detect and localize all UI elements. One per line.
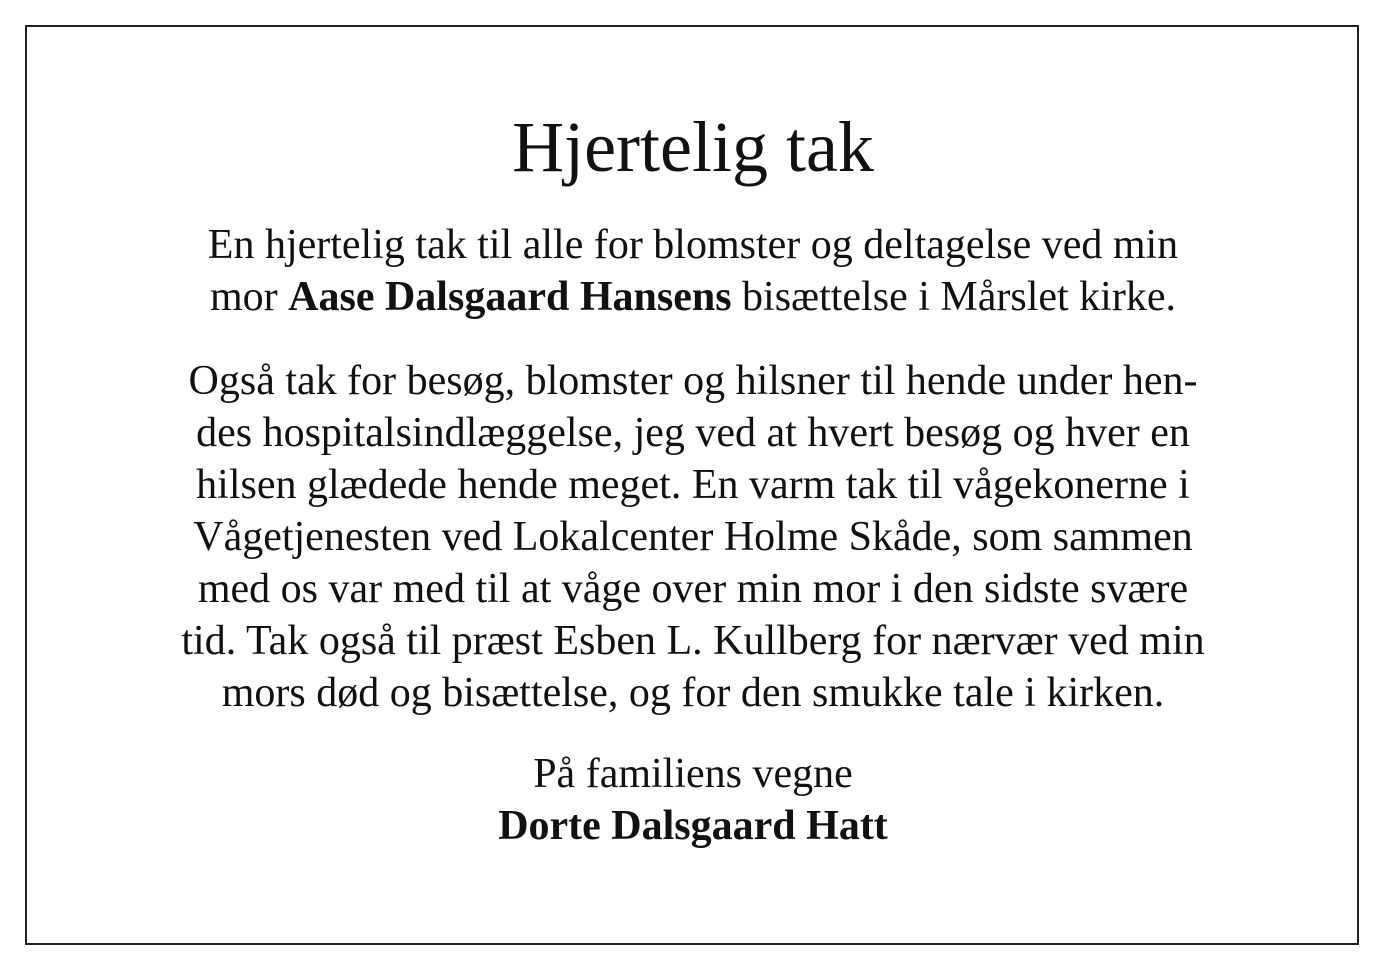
thanks-paragraph-2 xyxy=(0,355,1386,719)
signoff-block xyxy=(0,748,1386,852)
paragraph-2-line: Vågetjenesten ved Lokalcenter Holme Skåde, som sammen xyxy=(193,514,1193,560)
signer-name: Dorte Dalsgaard Hatt xyxy=(498,803,888,849)
line-2-prefix: mor xyxy=(210,274,289,320)
paragraph-2-line: des hospitalsindlæggelse, jeg ved at hvert besøg og hver en xyxy=(196,410,1190,456)
paragraph-2-line: tid. Tak også til præst Esben L. Kullberg for nærvær ved min xyxy=(181,618,1205,664)
deceased-name: Aase Dalsgaard Hansens xyxy=(288,274,732,320)
notice-heading: Hjertelig tak xyxy=(512,107,874,187)
line-2-suffix: bisættelse i Mårslet kirke. xyxy=(731,274,1176,320)
paragraph-2-line: hilsen glædede hende meget. En varm tak til vågekonerne i xyxy=(196,462,1190,508)
thanks-paragraph-1 xyxy=(0,219,1386,323)
paragraph-2-line: mors død og bisættelse, og for den smukke tale i kirken. xyxy=(221,670,1165,716)
paragraph-2-line: Også tak for besøg, blomster og hilsner til hende under hen- xyxy=(188,358,1198,404)
paragraph-1-line-1: En hjertelig tak til alle for blomster og deltagelse ved min xyxy=(207,222,1179,268)
paragraph-2-line: med os var med til at våge over min mor i den sidste svære xyxy=(197,566,1189,612)
signoff-phrase: På familiens vegne xyxy=(533,751,853,797)
paragraph-1-line-2 xyxy=(0,271,1386,323)
